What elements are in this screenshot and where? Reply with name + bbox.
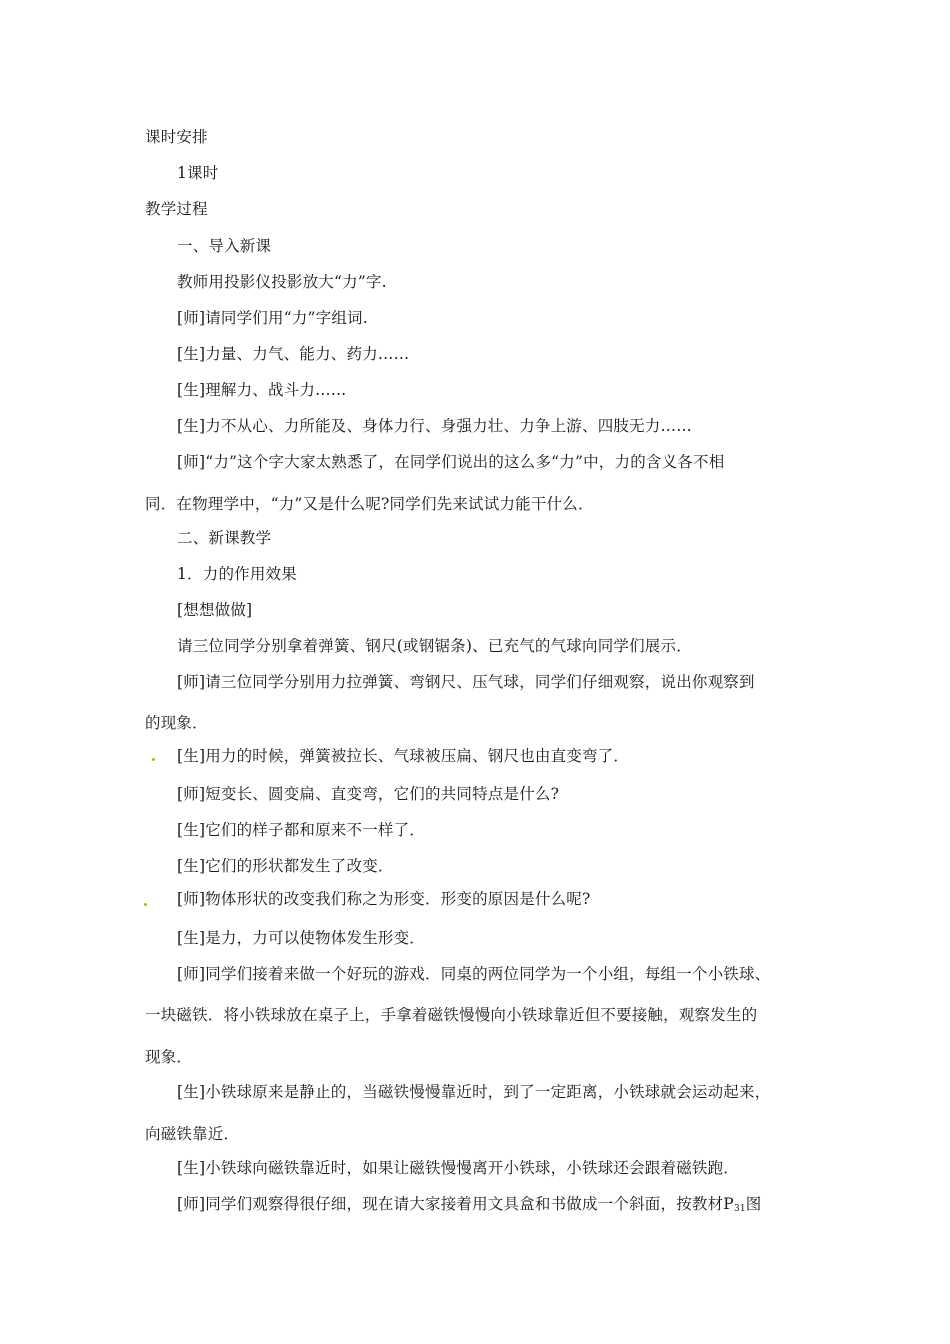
text-line: 课时安排 — [145, 128, 208, 146]
text-line: 教师用投影仪投影放大“力”字. — [177, 273, 387, 291]
text-line: [生]用力的时候，弹簧被拉长、气球被压扁、钢尺也由直变弯了． — [177, 747, 630, 765]
text-line: 1．力的作用效果 — [177, 565, 297, 583]
text-line: [生]小铁球原来是静止的，当磁铁慢慢靠近时，到了一定距离，小铁球就会运动起来， — [177, 1083, 771, 1101]
page-subscript: 31 — [733, 1204, 746, 1214]
text-line: 向磁铁靠近． — [145, 1125, 240, 1143]
marker-dot — [152, 758, 155, 761]
marker-dot — [144, 903, 147, 906]
text-line: 同．在物理学中，“力”又是什么呢?同学们先来试试力能干什么． — [145, 495, 594, 513]
text-line: 一、导入新课 — [177, 237, 272, 255]
text-line: [师]“力”这个字大家太熟悉了，在同学们说出的这么多“力”中，力的含义各不相 — [177, 453, 725, 471]
text-line: 的现象． — [145, 714, 208, 732]
text-line: [生]力不从心、力所能及、身体力行、身强力壮、力争上游、四肢无力…… — [177, 417, 692, 435]
text-line: [师]请同学们用“力”字组词. — [177, 309, 368, 327]
text-line: [师]物体形状的改变我们称之为形变．形变的原因是什么呢? — [177, 890, 591, 908]
text-line: [师]请三位同学分别用力拉弹簧、弯钢尺、压气球，同学们仔细观察，说出你观察到 — [177, 673, 755, 691]
text-line: [生]理解力、战斗力…… — [177, 381, 347, 399]
text-line: 二、新课教学 — [177, 529, 272, 547]
text-line — [177, 1194, 762, 1219]
text-line: [生]力量、力气、能力、药力…… — [177, 345, 410, 363]
text-line: 1课时 — [177, 164, 219, 182]
text-line: [生]它们的样子都和原来不一样了． — [177, 821, 425, 839]
text-line: [生]小铁球向磁铁靠近时，如果让磁铁慢慢离开小铁球，小铁球还会跟着磁铁跑． — [177, 1159, 739, 1177]
text-line: 教学过程 — [145, 200, 208, 218]
text-line: [师]同学们接着来做一个好玩的游戏．同桌的两位同学为一个小组，每组一个小铁球、 — [177, 965, 771, 983]
text-line: 一块磁铁．将小铁球放在桌子上，手拿着磁铁慢慢向小铁球靠近但不要接触，观察发生的 — [145, 1006, 758, 1024]
text-line: [师]短变长、圆变扁、直变弯，它们的共同特点是什么? — [177, 785, 560, 803]
text-line: [想想做做] — [177, 601, 253, 619]
text-line: 现象． — [145, 1048, 193, 1066]
text-segment: 图 — [745, 1195, 762, 1213]
text-line: [生]它们的形状都发生了改变． — [177, 857, 394, 875]
text-line: [生]是力，力可以使物体发生形变． — [177, 929, 425, 947]
text-segment: [师]同学们观察得很仔细，现在请大家接着用文具盒和书做成一个斜面，按教材P — [177, 1195, 734, 1213]
text-line: 请三位同学分别拿着弹簧、钢尺(或钢锯条)、已充气的气球向同学们展示． — [177, 637, 692, 655]
